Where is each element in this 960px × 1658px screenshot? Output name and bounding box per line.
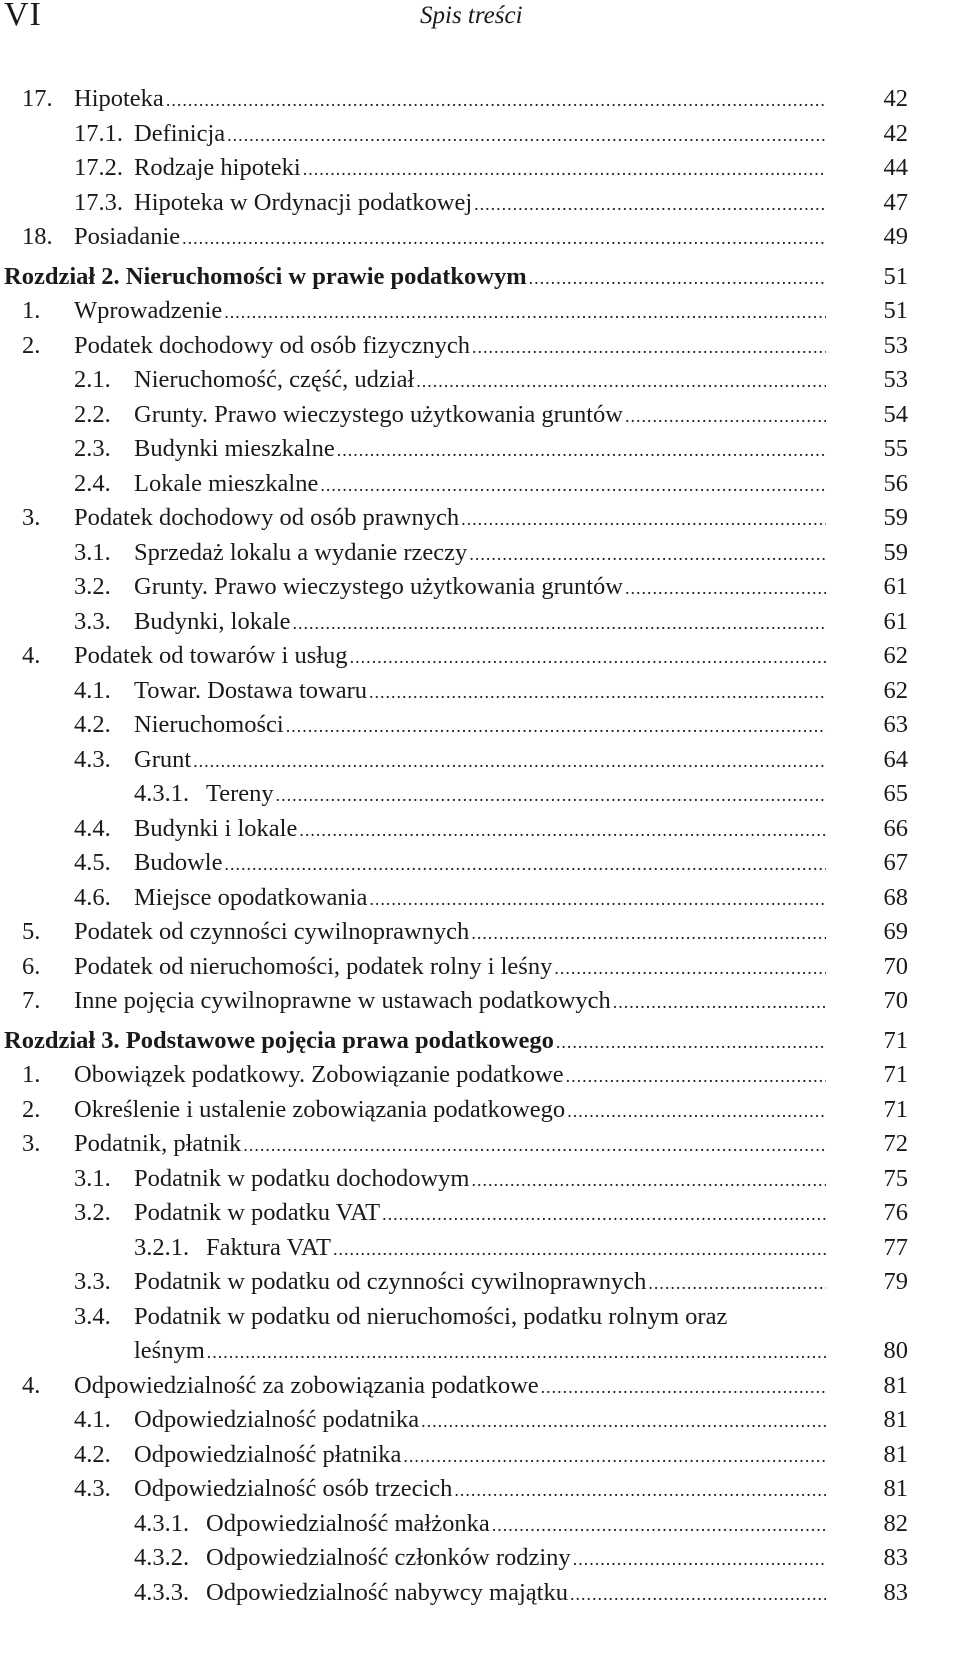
toc-entry-page: 71 <box>883 1061 908 1088</box>
toc-entry-title: Definicja <box>134 117 227 152</box>
toc-entry-page: 44 <box>883 154 908 181</box>
toc-entry[interactable] <box>0 1403 960 1438</box>
toc-entry-title: Faktura VAT <box>206 1231 333 1266</box>
dot-leader <box>648 1266 826 1300</box>
toc-entry-page: 70 <box>883 987 908 1014</box>
toc-entry-title: Sprzedaż lokalu a wydanie rzeczy <box>134 536 469 571</box>
toc-entry-number: 3.2.1. <box>134 1233 190 1261</box>
toc-entry-page: 59 <box>883 504 908 531</box>
toc-entry-number: 17.2. <box>74 154 123 181</box>
toc-entry-page: 53 <box>883 366 908 393</box>
dot-leader <box>333 1232 826 1266</box>
toc-entry-number: 4.3.3. <box>134 1578 190 1606</box>
toc-entry[interactable] <box>0 294 960 329</box>
toc-entry-number: 4.2. <box>74 711 111 738</box>
toc-entry-title: Podatek dochodowy od osób fizycznych <box>74 329 472 364</box>
toc-entry-title: Odpowiedzialność członków rodziny <box>206 1541 573 1576</box>
toc-entry[interactable] <box>0 1265 960 1300</box>
dot-leader <box>276 778 826 812</box>
table-of-contents <box>0 82 960 1610</box>
toc-entry[interactable] <box>0 536 960 571</box>
dot-leader <box>193 744 826 778</box>
toc-entry-number: 18. <box>22 223 53 250</box>
toc-entry-number: 1. <box>22 1061 41 1088</box>
toc-entry-number: 4.6. <box>74 883 111 911</box>
toc-entry[interactable] <box>0 605 960 640</box>
toc-entry[interactable] <box>0 1438 960 1473</box>
dot-leader <box>541 1370 826 1404</box>
toc-entry-number: 17.1. <box>74 119 123 147</box>
toc-entry-page: 81 <box>883 1371 908 1399</box>
toc-entry-page: 82 <box>883 1509 908 1537</box>
toc-entry-page: 49 <box>883 223 908 250</box>
dot-leader <box>471 916 826 950</box>
toc-entry-title: Budynki, lokale <box>134 605 293 640</box>
dot-leader <box>421 1404 826 1438</box>
toc-entry[interactable] <box>0 151 960 186</box>
toc-entry-number: 2.2. <box>74 400 111 428</box>
dot-leader <box>554 951 826 985</box>
toc-entry-number: 4.3. <box>74 745 111 773</box>
toc-entry-title: Odpowiedzialność małżonka <box>206 1507 492 1542</box>
toc-entry-number: 1. <box>22 297 41 324</box>
toc-entry[interactable] <box>0 1058 960 1093</box>
toc-entry-page: 55 <box>883 435 908 462</box>
toc-entry-number: 17.3. <box>74 188 123 216</box>
toc-entry-title: Budynki i lokale <box>134 812 299 847</box>
toc-entry-number: 7. <box>22 987 41 1014</box>
toc-entry[interactable] <box>0 777 960 812</box>
toc-entry-page: 77 <box>883 1233 908 1261</box>
toc-entry-title: Grunt <box>134 743 193 778</box>
toc-entry-number: 4.3. <box>74 1475 111 1502</box>
dot-leader <box>492 1508 826 1542</box>
toc-entry-page: 71 <box>883 1026 908 1054</box>
dot-leader <box>382 1197 826 1231</box>
toc-entry-number: 2.3. <box>74 435 111 462</box>
dot-leader <box>403 1439 826 1473</box>
toc-entry[interactable] <box>0 363 960 398</box>
toc-entry[interactable] <box>0 1369 960 1404</box>
dot-leader <box>369 882 826 916</box>
toc-entry-title: leśnym <box>134 1334 207 1369</box>
toc-entry-page: 67 <box>883 849 908 876</box>
dot-leader <box>337 433 826 467</box>
toc-entry-title: Podatek od nieruchomości, podatek rolny i leśny <box>74 950 554 985</box>
dot-leader <box>461 502 826 536</box>
toc-entry-page: 61 <box>883 607 908 635</box>
toc-chapter-entry[interactable] <box>0 260 960 295</box>
dot-leader <box>286 709 826 743</box>
toc-entry-title: Budynki mieszkalne <box>134 432 337 467</box>
toc-entry-number: 2.4. <box>74 469 111 497</box>
dot-leader <box>224 847 826 881</box>
toc-entry-title: Odpowiedzialność nabywcy majątku <box>206 1576 570 1611</box>
toc-entry-title: Podatek od towarów i usług <box>74 639 350 674</box>
dot-leader <box>227 118 826 152</box>
toc-entry-title: Odpowiedzialność osób trzecich <box>134 1472 454 1507</box>
toc-entry[interactable] <box>0 1196 960 1231</box>
page-number: VI <box>4 0 42 33</box>
toc-entry-number: 6. <box>22 952 41 980</box>
dot-leader <box>573 1542 826 1576</box>
dot-leader <box>613 985 826 1019</box>
toc-entry-title: Rozdział 2. Nieruchomości w prawie podatkowym <box>4 260 529 295</box>
dot-leader <box>416 364 826 398</box>
toc-entry-title: Odpowiedzialność za zobowiązania podatkowe <box>74 1369 541 1404</box>
toc-entry-title: Posiadanie <box>74 220 182 255</box>
dot-leader <box>293 606 826 640</box>
toc-entry-title: Podatnik w podatku VAT <box>134 1196 382 1231</box>
toc-entry-page: 42 <box>883 119 908 147</box>
dot-leader <box>207 1335 826 1369</box>
toc-entry-page: 61 <box>883 573 908 600</box>
toc-chapter-entry[interactable] <box>0 1024 960 1059</box>
toc-entry-page: 72 <box>883 1130 908 1157</box>
toc-entry-page: 68 <box>883 883 908 911</box>
toc-entry[interactable] <box>0 1576 960 1611</box>
toc-entry-page: 65 <box>883 780 908 807</box>
toc-entry-page: 62 <box>883 676 908 704</box>
toc-entry-number: 3.4. <box>74 1302 111 1330</box>
toc-entry[interactable] <box>0 639 960 674</box>
toc-entry-title: Hipoteka w Ordynacji podatkowej <box>134 186 474 221</box>
toc-entry-title: Podatnik w podatku dochodowym <box>134 1162 472 1197</box>
toc-entry-number: 4.2. <box>74 1440 111 1468</box>
toc-entry-title: Grunty. Prawo wieczystego użytkowania gruntów <box>134 570 625 605</box>
toc-entry-number: 2.1. <box>74 366 111 393</box>
toc-entry[interactable] <box>0 117 960 152</box>
toc-entry-title: Budowle <box>134 846 224 881</box>
dot-leader <box>625 399 826 433</box>
dot-leader <box>320 468 826 502</box>
toc-entry-number: 2. <box>22 1095 41 1123</box>
dot-leader <box>625 571 826 605</box>
dot-leader <box>182 221 826 255</box>
dot-leader <box>303 152 826 186</box>
toc-entry-number: 4.1. <box>74 676 111 704</box>
toc-entry-title: Grunty. Prawo wieczystego użytkowania gruntów <box>134 398 625 433</box>
toc-entry-title: Podatnik, płatnik <box>74 1127 243 1162</box>
dot-leader <box>529 261 826 295</box>
toc-entry-title: Określenie i ustalenie zobowiązania podatkowego <box>74 1093 567 1128</box>
dot-leader <box>570 1577 826 1611</box>
toc-entry-number: 3.3. <box>74 1268 111 1295</box>
toc-entry[interactable] <box>0 812 960 847</box>
toc-entry-page: 69 <box>883 918 908 945</box>
toc-entry-number: 4.4. <box>74 814 111 842</box>
page-header <box>0 0 960 40</box>
toc-entry-page: 59 <box>883 538 908 566</box>
toc-entry-title: Obowiązek podatkowy. Zobowiązanie podatkowe <box>74 1058 566 1093</box>
toc-entry[interactable] <box>0 1472 960 1507</box>
dot-leader <box>166 83 826 117</box>
toc-entry[interactable] <box>0 1507 960 1542</box>
toc-entry-number: 3.1. <box>74 538 111 566</box>
toc-entry-number: 3.1. <box>74 1164 111 1192</box>
toc-entry-number: 3.3. <box>74 607 111 635</box>
toc-entry-title: Podatek od czynności cywilnoprawnych <box>74 915 471 950</box>
toc-entry-number: 4.5. <box>74 849 111 876</box>
toc-entry-number: 4.3.2. <box>134 1544 190 1571</box>
toc-entry[interactable] <box>0 1231 960 1266</box>
toc-entry[interactable] <box>0 1093 960 1128</box>
toc-entry[interactable] <box>0 743 960 778</box>
toc-entry[interactable] <box>0 1541 960 1576</box>
toc-entry[interactable] <box>0 467 960 502</box>
toc-entry-title: Nieruchomości <box>134 708 286 743</box>
toc-entry-page: 80 <box>883 1337 908 1364</box>
toc-entry[interactable] <box>0 570 960 605</box>
toc-entry-title: Miejsce opodatkowania <box>134 881 369 916</box>
dot-leader <box>243 1128 826 1162</box>
toc-entry-number: 4. <box>22 642 41 669</box>
toc-entry-number: 3.2. <box>74 573 111 600</box>
toc-entry-page: 81 <box>883 1440 908 1468</box>
toc-entry-page: 54 <box>883 400 908 428</box>
toc-entry-page: 47 <box>883 188 908 216</box>
dot-leader <box>567 1094 826 1128</box>
dot-leader <box>566 1059 826 1093</box>
toc-entry-page: 51 <box>883 297 908 324</box>
toc-entry-page: 75 <box>883 1164 908 1192</box>
toc-entry[interactable] <box>0 82 960 117</box>
toc-entry-title: Lokale mieszkalne <box>134 467 320 502</box>
dot-leader <box>474 187 826 221</box>
toc-entry[interactable] <box>0 1127 960 1162</box>
toc-entry[interactable] <box>0 950 960 985</box>
toc-entry-page: 81 <box>883 1406 908 1433</box>
toc-entry[interactable] <box>0 1162 960 1197</box>
toc-entry[interactable] <box>0 674 960 709</box>
toc-entry-page: 51 <box>883 262 908 290</box>
toc-entry-title: Hipoteka <box>74 82 166 117</box>
dot-leader <box>224 295 826 329</box>
toc-entry[interactable] <box>0 984 960 1019</box>
toc-entry-page: 79 <box>883 1268 908 1295</box>
toc-entry[interactable] <box>0 881 960 916</box>
toc-entry-title: Towar. Dostawa towaru <box>134 674 369 709</box>
dot-leader <box>350 640 826 674</box>
dot-leader <box>472 330 826 364</box>
toc-entry-page: 64 <box>883 745 908 773</box>
toc-entry-title: Odpowiedzialność podatnika <box>134 1403 421 1438</box>
toc-entry[interactable] <box>0 1300 960 1369</box>
toc-entry-page: 81 <box>883 1475 908 1502</box>
dot-leader <box>299 813 826 847</box>
toc-entry-page: 53 <box>883 331 908 359</box>
toc-entry-page: 63 <box>883 711 908 738</box>
toc-entry-number: 5. <box>22 918 41 945</box>
dot-leader <box>454 1473 826 1507</box>
toc-entry-title: Odpowiedzialność płatnika <box>134 1438 403 1473</box>
toc-entry-page: 56 <box>883 469 908 497</box>
toc-entry[interactable] <box>0 846 960 881</box>
toc-entry[interactable] <box>0 329 960 364</box>
toc-entry-title: Nieruchomość, część, udział <box>134 363 416 398</box>
toc-entry-title: Wprowadzenie <box>74 294 224 329</box>
toc-entry[interactable] <box>0 398 960 433</box>
toc-entry-number: 4. <box>22 1371 41 1399</box>
toc-entry-page: 42 <box>883 85 908 112</box>
toc-entry-title: Podatek dochodowy od osób prawnych <box>74 501 461 536</box>
toc-entry-number: 3. <box>22 1130 41 1157</box>
toc-entry-title-line1: Podatnik w podatku od nieruchomości, podatku rolnym oraz <box>134 1302 728 1330</box>
toc-entry-page: 71 <box>883 1095 908 1123</box>
toc-entry-title: Rodzaje hipoteki <box>134 151 303 186</box>
toc-entry[interactable] <box>0 220 960 255</box>
toc-entry[interactable] <box>0 186 960 221</box>
toc-entry-number: 4.3.1. <box>134 780 190 807</box>
toc-entry-title: Podatnik w podatku od czynności cywilnoprawnych <box>134 1265 648 1300</box>
toc-entry-number: 4.1. <box>74 1406 111 1433</box>
running-title: Spis treści <box>420 2 523 29</box>
toc-entry-page: 62 <box>883 642 908 669</box>
toc-entry-number: 17. <box>22 85 53 112</box>
toc-entry-number: 4.3.1. <box>134 1509 190 1537</box>
dot-leader <box>469 537 826 571</box>
toc-entry[interactable] <box>0 915 960 950</box>
toc-entry-number: 2. <box>22 331 41 359</box>
toc-entry[interactable] <box>0 432 960 467</box>
toc-entry[interactable] <box>0 501 960 536</box>
toc-entry-title: Rozdział 3. Podstawowe pojęcia prawa podatkowego <box>4 1024 556 1059</box>
dot-leader <box>369 675 826 709</box>
toc-entry-page: 83 <box>883 1578 908 1606</box>
toc-entry[interactable] <box>0 708 960 743</box>
toc-entry-page: 66 <box>883 814 908 842</box>
toc-entry-number: 3.2. <box>74 1199 111 1226</box>
dot-leader <box>472 1163 827 1197</box>
toc-entry-number: 3. <box>22 504 41 531</box>
toc-entry-page: 76 <box>883 1199 908 1226</box>
toc-entry-page: 70 <box>883 952 908 980</box>
dot-leader <box>556 1025 826 1059</box>
toc-entry-title: Inne pojęcia cywilnoprawne w ustawach podatkowych <box>74 984 613 1019</box>
toc-entry-page: 83 <box>883 1544 908 1571</box>
toc-entry-title: Tereny <box>206 777 276 812</box>
